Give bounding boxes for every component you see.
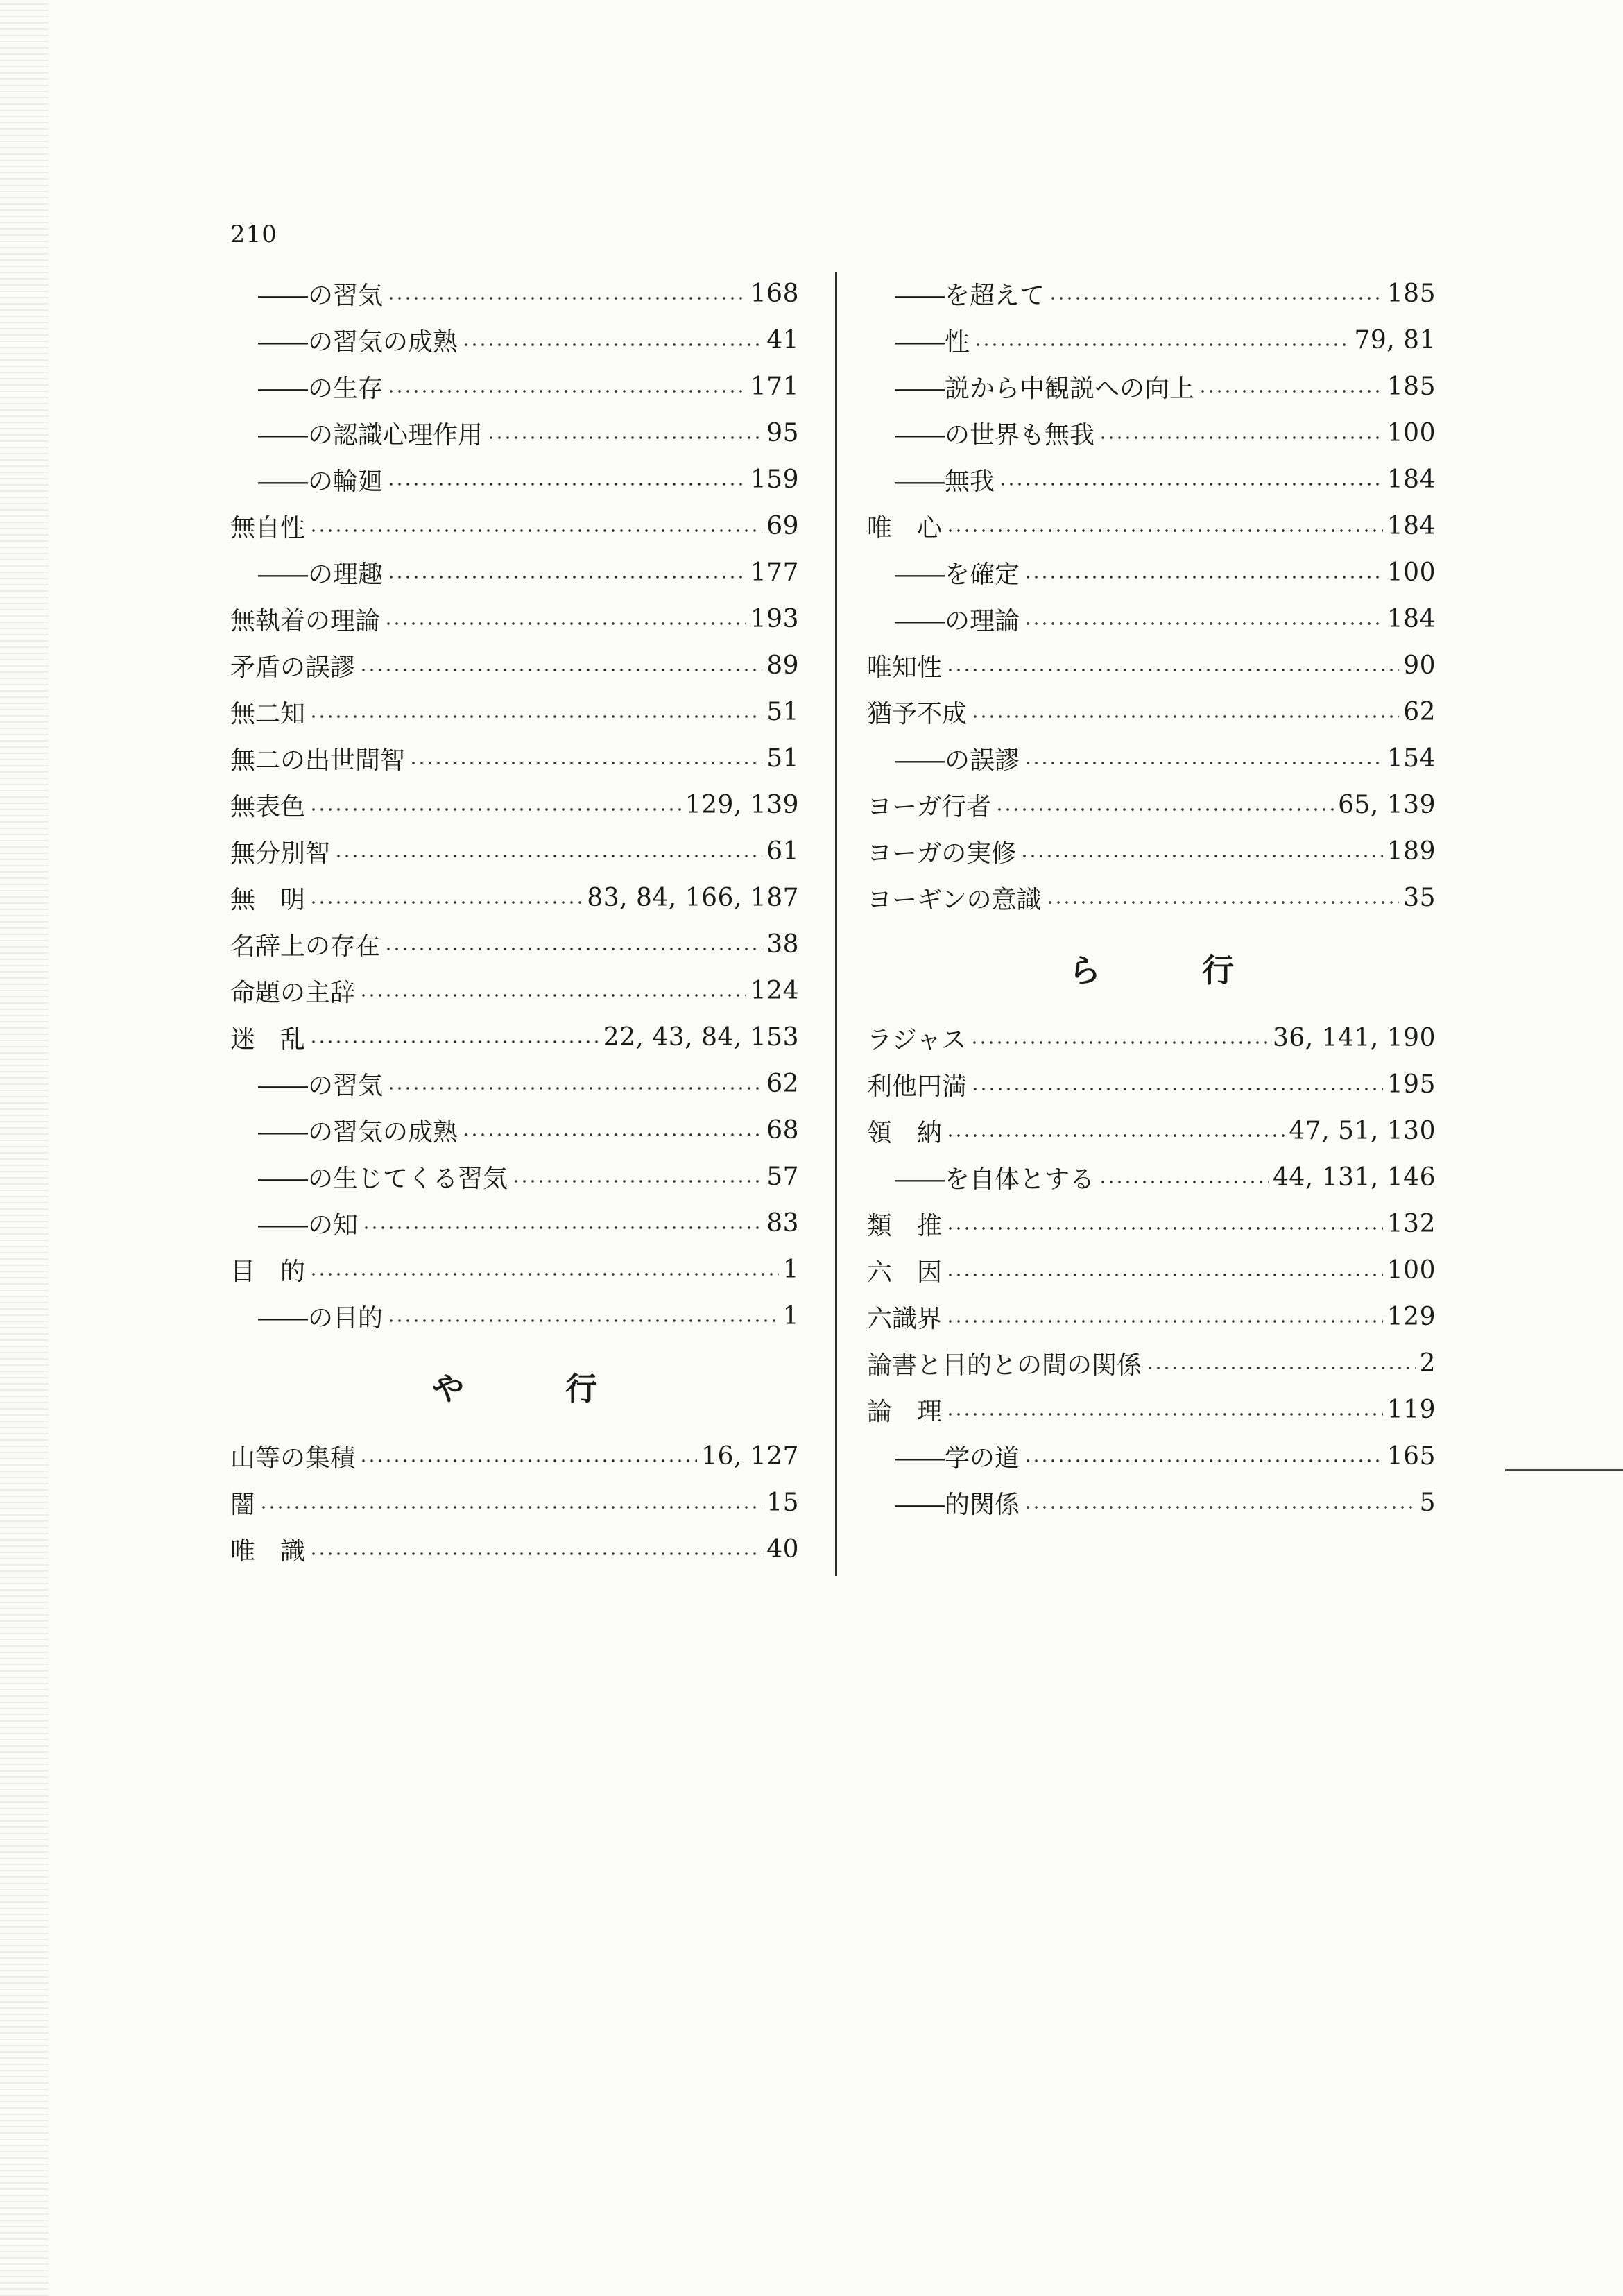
index-term: ヨーガ行者 xyxy=(867,793,992,821)
section-heading: ら 行 xyxy=(1069,951,1269,989)
dot-leader xyxy=(309,1273,779,1276)
index-term: 山等の集積 xyxy=(230,1444,356,1473)
index-subentry xyxy=(867,456,1436,503)
dot-leader xyxy=(971,1088,1383,1090)
index-subentry xyxy=(867,1154,1436,1201)
index-entry xyxy=(867,689,1436,735)
dot-leader xyxy=(1024,1459,1383,1462)
index-term: 闇 xyxy=(230,1491,256,1519)
index-entry xyxy=(867,503,1436,549)
dot-leader xyxy=(946,1274,1383,1276)
scan-edge-noise xyxy=(0,0,49,2296)
index-term: ――の習気 xyxy=(258,1072,384,1100)
index-subentry xyxy=(230,317,799,363)
index-term: ――的関係 xyxy=(895,1491,1020,1519)
index-subentry xyxy=(867,271,1436,317)
index-term: ――の生じてくる習気 xyxy=(258,1165,508,1193)
index-term: ――の理趣 xyxy=(258,560,384,589)
page-reference: 79, 81 xyxy=(1354,326,1436,354)
index-entry xyxy=(867,875,1436,921)
index-term: 命題の主辞 xyxy=(230,979,356,1007)
page-reference: 184 xyxy=(1386,465,1436,494)
dot-leader xyxy=(387,483,746,486)
index-term: 無二の出世間智 xyxy=(230,746,406,775)
dot-leader xyxy=(970,1041,1269,1044)
index-term: ――の理論 xyxy=(895,607,1020,635)
index-entry xyxy=(867,828,1436,875)
page-reference: 100 xyxy=(1386,558,1436,587)
index-term: ――説から中観説への向上 xyxy=(895,375,1195,403)
page-reference: 184 xyxy=(1386,605,1436,633)
index-term: ――の世界も無我 xyxy=(895,421,1095,449)
dot-leader xyxy=(359,1459,697,1462)
page-reference: 83, 84, 166, 187 xyxy=(587,884,799,912)
index-entry xyxy=(230,735,799,782)
page-reference: 1 xyxy=(782,1256,799,1284)
scan-artifact-line xyxy=(1505,1469,1623,1471)
page-reference: 62 xyxy=(1403,698,1436,726)
index-term: 唯 識 xyxy=(230,1537,306,1566)
index-entry xyxy=(230,1014,799,1061)
index-column-left xyxy=(230,271,799,1573)
page-reference: 5 xyxy=(1419,1489,1436,1517)
index-subentry xyxy=(230,1293,799,1339)
dot-leader xyxy=(309,529,762,532)
index-term: 無自性 xyxy=(230,514,306,542)
dot-leader xyxy=(309,901,583,904)
index-term: 利他円満 xyxy=(867,1072,968,1101)
dot-leader xyxy=(999,483,1383,486)
page-reference: 22, 43, 84, 153 xyxy=(603,1023,799,1052)
page-reference: 40 xyxy=(766,1535,799,1563)
dot-leader xyxy=(362,1226,762,1229)
index-term: 無分別智 xyxy=(230,839,331,868)
dot-leader xyxy=(387,1087,762,1090)
dot-leader xyxy=(1024,762,1383,764)
page-reference: 68 xyxy=(766,1116,799,1145)
page-reference: 189 xyxy=(1386,837,1436,866)
index-entry xyxy=(230,1433,799,1480)
index-subentry xyxy=(230,1154,799,1200)
page-reference: 165 xyxy=(1386,1442,1436,1471)
index-entry xyxy=(230,828,799,875)
dot-leader xyxy=(1024,576,1383,579)
dot-leader xyxy=(309,808,681,811)
index-entry xyxy=(867,1340,1436,1387)
index-entry xyxy=(230,1480,799,1526)
dot-leader xyxy=(1099,1181,1269,1183)
dot-leader xyxy=(387,1319,779,1322)
dot-leader xyxy=(309,715,762,718)
index-term: 名辞上の存在 xyxy=(230,932,381,961)
page-reference: 65, 139 xyxy=(1338,791,1436,819)
dot-leader xyxy=(359,669,762,671)
page-reference: 193 xyxy=(750,605,799,633)
dot-leader xyxy=(1020,855,1383,857)
page-reference: 171 xyxy=(750,372,799,401)
page-reference: 95 xyxy=(766,419,799,447)
index-subentry xyxy=(867,1480,1436,1526)
index-term: ――の目的 xyxy=(258,1304,384,1333)
index-term: 論書と目的との間の関係 xyxy=(867,1351,1142,1380)
index-subentry xyxy=(867,1433,1436,1480)
index-subentry xyxy=(230,456,799,503)
dot-leader xyxy=(946,669,1399,671)
index-term: 唯 心 xyxy=(867,514,943,542)
dot-leader xyxy=(462,1133,762,1136)
page-reference: 16, 127 xyxy=(701,1442,799,1471)
index-term: 唯知性 xyxy=(867,653,943,682)
index-subentry xyxy=(867,596,1436,642)
index-term: 類 推 xyxy=(867,1212,943,1240)
dot-leader xyxy=(1099,436,1383,439)
index-term: ――の輪廻 xyxy=(258,468,384,496)
page-reference: 1 xyxy=(782,1302,799,1330)
page-reference: 36, 141, 190 xyxy=(1272,1024,1436,1052)
page-reference: 51 xyxy=(766,698,799,726)
page-reference: 62 xyxy=(766,1070,799,1098)
page-reference: 57 xyxy=(766,1163,799,1191)
page-reference: 69 xyxy=(766,512,799,540)
dot-leader xyxy=(946,1320,1383,1323)
index-subentry xyxy=(230,363,799,410)
page-reference: 159 xyxy=(750,465,799,494)
index-term: 無表色 xyxy=(230,793,306,821)
page-reference: 38 xyxy=(766,930,799,959)
index-term: 猶予不成 xyxy=(867,700,968,728)
dot-leader xyxy=(487,436,762,439)
dot-leader xyxy=(974,343,1350,346)
index-entry xyxy=(867,1201,1436,1247)
dot-leader xyxy=(387,576,746,579)
dot-leader xyxy=(309,1552,762,1555)
dot-leader xyxy=(334,855,762,857)
index-entry xyxy=(230,503,799,549)
index-term: ――を自体とする xyxy=(895,1165,1095,1194)
index-entry xyxy=(867,782,1436,828)
page-reference: 100 xyxy=(1386,419,1436,447)
dot-leader xyxy=(971,715,1399,718)
dot-leader xyxy=(384,622,746,625)
page-reference: 47, 51, 130 xyxy=(1289,1117,1436,1145)
index-subentry xyxy=(230,1107,799,1154)
index-term: ラジャス xyxy=(867,1026,967,1054)
index-term: 無 明 xyxy=(230,886,306,914)
index-entry xyxy=(230,782,799,828)
dot-leader xyxy=(409,762,762,764)
index-term: 無執着の理論 xyxy=(230,607,381,635)
index-term: 六 因 xyxy=(867,1258,943,1287)
page-reference: 61 xyxy=(766,837,799,866)
dot-leader xyxy=(1146,1367,1416,1369)
page-reference: 185 xyxy=(1386,372,1436,401)
dot-leader xyxy=(387,390,746,393)
index-subentry xyxy=(230,410,799,456)
page-reference: 124 xyxy=(750,977,799,1005)
page-reference: 185 xyxy=(1386,280,1436,308)
index-term: ヨーガの実修 xyxy=(867,839,1017,868)
dot-leader xyxy=(1046,901,1400,904)
index-entry xyxy=(867,1015,1436,1061)
index-subentry xyxy=(230,271,799,317)
page-reference: 35 xyxy=(1403,884,1436,912)
index-entry xyxy=(230,1526,799,1573)
index-term: 論 理 xyxy=(867,1398,943,1426)
index-column-right xyxy=(867,271,1436,1526)
dot-leader xyxy=(1199,390,1383,393)
dot-leader xyxy=(387,297,746,300)
index-term: 無二知 xyxy=(230,700,306,728)
index-subentry xyxy=(867,363,1436,410)
dot-leader xyxy=(946,1227,1383,1230)
index-subentry xyxy=(867,410,1436,456)
index-entry xyxy=(230,875,799,921)
index-entry xyxy=(867,1108,1436,1154)
dot-leader xyxy=(259,1506,762,1509)
page-reference: 90 xyxy=(1403,651,1436,680)
page-reference: 168 xyxy=(750,280,799,308)
index-subentry xyxy=(867,549,1436,596)
index-term: ――無我 xyxy=(895,468,995,496)
dot-leader xyxy=(1024,1506,1416,1509)
index-term: ――の習気の成熟 xyxy=(258,1118,458,1147)
index-subentry xyxy=(230,1061,799,1107)
dot-leader xyxy=(384,948,762,950)
index-entry xyxy=(867,1294,1436,1340)
index-term: ――性 xyxy=(895,328,970,357)
dot-leader xyxy=(946,1134,1285,1137)
index-entry xyxy=(867,1061,1436,1108)
index-entry xyxy=(230,1246,799,1293)
dot-leader xyxy=(995,808,1334,811)
page-reference: 195 xyxy=(1386,1070,1436,1099)
index-subentry xyxy=(867,735,1436,782)
dot-leader xyxy=(1024,622,1383,625)
dot-leader xyxy=(359,994,746,997)
index-subentry xyxy=(230,1200,799,1246)
page-reference: 154 xyxy=(1386,744,1436,773)
index-entry xyxy=(230,689,799,735)
dot-leader xyxy=(1049,297,1383,300)
index-entry xyxy=(230,642,799,689)
page-reference: 15 xyxy=(766,1489,799,1517)
column-divider xyxy=(835,272,837,1576)
index-term: ――学の道 xyxy=(895,1444,1020,1473)
index-term: ヨーギンの意識 xyxy=(867,886,1042,914)
page-reference: 100 xyxy=(1386,1256,1436,1285)
index-term: ――の知 xyxy=(258,1211,359,1240)
dot-leader xyxy=(462,343,762,346)
dot-leader xyxy=(309,1040,599,1043)
index-term: ――の習気 xyxy=(258,282,384,310)
dot-leader xyxy=(512,1180,762,1183)
page-reference: 44, 131, 146 xyxy=(1272,1163,1436,1192)
page-number: 210 xyxy=(230,221,277,248)
index-term: 領 納 xyxy=(867,1119,943,1147)
page-reference: 89 xyxy=(766,651,799,680)
index-subentry xyxy=(867,317,1436,363)
index-entry xyxy=(230,596,799,642)
index-term: ――の誤謬 xyxy=(895,746,1020,775)
section-heading: や 行 xyxy=(432,1369,632,1407)
index-entry xyxy=(230,968,799,1014)
index-subentry xyxy=(230,549,799,596)
page-reference: 41 xyxy=(766,326,799,354)
page-reference: 119 xyxy=(1386,1396,1436,1424)
dot-leader xyxy=(946,529,1383,532)
page-reference: 83 xyxy=(766,1209,799,1237)
page-reference: 132 xyxy=(1386,1210,1436,1238)
index-term: ――を確定 xyxy=(895,560,1020,589)
index-term: ――の認識心理作用 xyxy=(258,421,483,449)
page-reference: 184 xyxy=(1386,512,1436,540)
dot-leader xyxy=(946,1413,1383,1416)
index-entry xyxy=(867,1387,1436,1433)
page-reference: 129, 139 xyxy=(685,791,799,819)
page-reference: 2 xyxy=(1419,1349,1436,1378)
index-term: 目 的 xyxy=(230,1258,306,1286)
index-term: ――を超えて xyxy=(895,282,1045,310)
index-term: 迷 乱 xyxy=(230,1025,306,1054)
index-term: 六識界 xyxy=(867,1305,943,1333)
page-reference: 129 xyxy=(1386,1303,1436,1331)
index-term: ――の習気の成熟 xyxy=(258,328,458,357)
index-entry xyxy=(867,642,1436,689)
page-reference: 177 xyxy=(750,558,799,587)
index-term: ――の生存 xyxy=(258,375,384,403)
index-entry xyxy=(230,921,799,968)
page-reference: 51 xyxy=(766,744,799,773)
index-term: 矛盾の誤謬 xyxy=(230,653,356,682)
index-entry xyxy=(867,1247,1436,1294)
